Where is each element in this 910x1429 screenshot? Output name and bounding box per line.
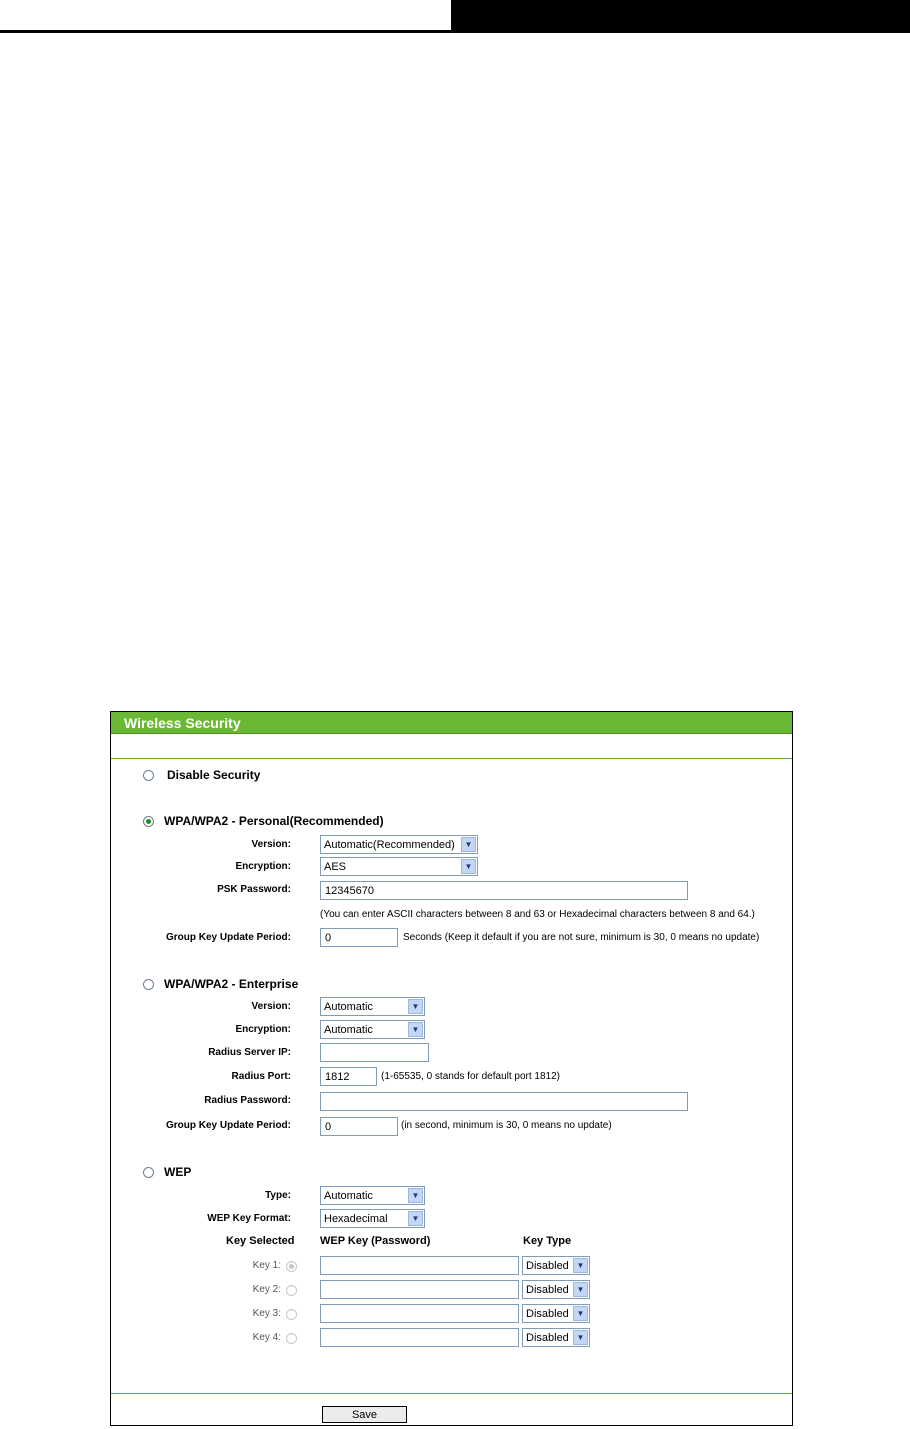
key-4-radio[interactable] bbox=[286, 1333, 297, 1344]
wpa-personal-label: WPA/WPA2 - Personal(Recommended) bbox=[164, 814, 384, 828]
enterprise-version-label: Version: bbox=[251, 1001, 291, 1012]
radius-port-label: Radius Port: bbox=[231, 1071, 291, 1082]
enterprise-encryption-value: Automatic bbox=[324, 1024, 373, 1036]
key-2-input[interactable] bbox=[320, 1280, 519, 1299]
bottom-separator bbox=[111, 1393, 792, 1394]
key-2-label: Key 2: bbox=[252, 1284, 281, 1295]
wep-format-value: Hexadecimal bbox=[324, 1213, 388, 1225]
key-3-input[interactable] bbox=[320, 1304, 519, 1323]
disable-security-label: Disable Security bbox=[167, 768, 261, 782]
page-header-block bbox=[451, 0, 910, 33]
personal-version-select[interactable] bbox=[320, 835, 478, 854]
chevron-down-icon: ▼ bbox=[408, 1022, 423, 1037]
wpa-enterprise-label: WPA/WPA2 - Enterprise bbox=[164, 977, 299, 991]
enterprise-version-select[interactable] bbox=[320, 997, 425, 1016]
page-header-rule bbox=[0, 30, 451, 33]
wep-key-header: WEP Key (Password) bbox=[320, 1235, 431, 1247]
enterprise-gkup-note: (in second, minimum is 30, 0 means no update) bbox=[401, 1120, 612, 1131]
key-1-input[interactable] bbox=[320, 1256, 519, 1275]
key-1-type-select[interactable] bbox=[522, 1256, 590, 1275]
enterprise-gkup-input[interactable]: 0 bbox=[320, 1117, 398, 1136]
enterprise-version-value: Automatic bbox=[324, 1001, 373, 1013]
top-separator bbox=[111, 758, 792, 759]
wep-type-select[interactable] bbox=[320, 1186, 425, 1205]
personal-gkup-note: Seconds (Keep it default if you are not sure, minimum is 30, 0 means no update) bbox=[403, 932, 760, 943]
radius-ip-label: Radius Server IP: bbox=[208, 1047, 291, 1058]
chevron-down-icon: ▼ bbox=[461, 859, 476, 874]
psk-password-input[interactable]: 12345670 bbox=[320, 881, 688, 900]
wpa-personal-radio[interactable] bbox=[143, 816, 154, 827]
chevron-down-icon: ▼ bbox=[461, 837, 476, 852]
personal-gkup-input[interactable]: 0 bbox=[320, 928, 398, 947]
radius-port-note: (1-65535, 0 stands for default port 1812) bbox=[381, 1071, 561, 1082]
key-2-radio[interactable] bbox=[286, 1285, 297, 1296]
key-1-type-value: Disabled bbox=[526, 1260, 569, 1272]
personal-encryption-select[interactable] bbox=[320, 857, 478, 876]
chevron-down-icon: ▼ bbox=[573, 1282, 588, 1297]
enterprise-gkup-label: Group Key Update Period: bbox=[165, 1120, 291, 1131]
key-4-input[interactable] bbox=[320, 1328, 519, 1347]
key-4-type-value: Disabled bbox=[526, 1332, 569, 1344]
psk-password-note: (You can enter ASCII characters between 8 and 63 or Hexadecimal characters between 8 and 64.) bbox=[320, 909, 755, 920]
key-4-label: Key 4: bbox=[252, 1332, 281, 1343]
enterprise-encryption-select[interactable] bbox=[320, 1020, 425, 1039]
disable-security-radio[interactable] bbox=[143, 770, 154, 781]
wep-label: WEP bbox=[164, 1165, 192, 1179]
radius-ip-input[interactable] bbox=[320, 1043, 429, 1062]
key-2-type-value: Disabled bbox=[526, 1284, 569, 1296]
personal-encryption-label: Encryption: bbox=[235, 861, 291, 872]
chevron-down-icon: ▼ bbox=[573, 1258, 588, 1273]
personal-version-label: Version: bbox=[251, 839, 291, 850]
key-3-label: Key 3: bbox=[252, 1308, 281, 1319]
panel-title-bar bbox=[111, 712, 792, 734]
radius-port-input[interactable]: 1812 bbox=[320, 1067, 377, 1086]
key-3-type-select[interactable] bbox=[522, 1304, 590, 1323]
personal-encryption-value: AES bbox=[324, 861, 347, 873]
chevron-down-icon: ▼ bbox=[408, 1211, 423, 1226]
psk-password-label: PSK Password: bbox=[217, 884, 291, 895]
chevron-down-icon: ▼ bbox=[408, 1188, 423, 1203]
wpa-enterprise-radio[interactable] bbox=[143, 979, 154, 990]
wep-format-select[interactable] bbox=[320, 1209, 425, 1228]
wireless-security-panel bbox=[110, 711, 793, 1426]
enterprise-encryption-label: Encryption: bbox=[235, 1024, 291, 1035]
wep-format-label: WEP Key Format: bbox=[207, 1213, 291, 1224]
chevron-down-icon: ▼ bbox=[573, 1330, 588, 1345]
key-3-type-value: Disabled bbox=[526, 1308, 569, 1320]
key-type-header: Key Type bbox=[523, 1235, 572, 1247]
key-1-label: Key 1: bbox=[252, 1260, 281, 1271]
wep-type-value: Automatic bbox=[324, 1190, 373, 1202]
key-selected-header: Key Selected bbox=[226, 1235, 295, 1247]
key-1-radio[interactable] bbox=[286, 1261, 297, 1272]
wep-type-label: Type: bbox=[265, 1190, 291, 1201]
radius-password-input[interactable] bbox=[320, 1092, 688, 1111]
panel-title: Wireless Security bbox=[124, 715, 241, 731]
key-2-type-select[interactable] bbox=[522, 1280, 590, 1299]
chevron-down-icon: ▼ bbox=[408, 999, 423, 1014]
chevron-down-icon: ▼ bbox=[573, 1306, 588, 1321]
personal-gkup-label: Group Key Update Period: bbox=[165, 932, 291, 943]
save-button[interactable]: Save bbox=[322, 1406, 407, 1423]
wep-radio[interactable] bbox=[143, 1167, 154, 1178]
radius-password-label: Radius Password: bbox=[204, 1095, 291, 1106]
personal-version-value: Automatic(Recommended) bbox=[324, 839, 455, 851]
key-3-radio[interactable] bbox=[286, 1309, 297, 1320]
key-4-type-select[interactable] bbox=[522, 1328, 590, 1347]
